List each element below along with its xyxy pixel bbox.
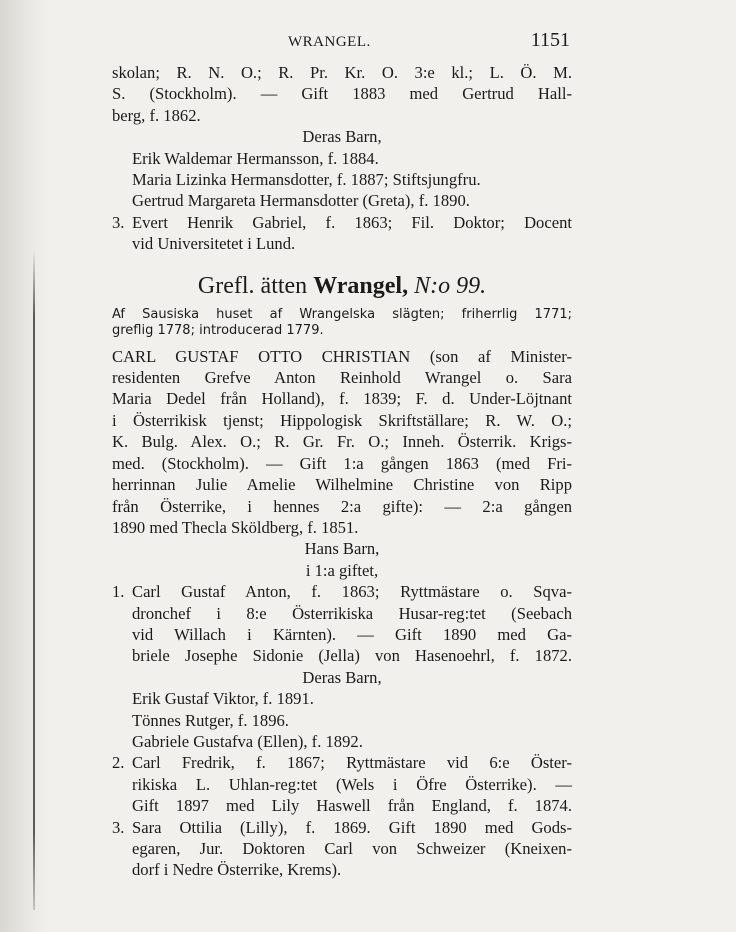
text-line: i 1:a giftet,: [305, 560, 379, 580]
text-line: briele Josephe Sidonie (Jella) von Hasenoehrl, f. 1872.: [132, 646, 572, 666]
text-line: Hans Barn,: [304, 539, 380, 559]
text-line: med. (Stockholm). — Gift 1:a gången 1863 (med Fri-: [112, 453, 572, 473]
text-line: Gertrud Margareta Hermansdotter (Greta), f. 1890.: [132, 191, 470, 211]
text-line: skolan; R. N. O.; R. Pr. Kr. O. 3:e kl.; L. Ö. M.: [112, 63, 572, 82]
entry-number: 2.: [112, 753, 125, 773]
text-line: dronchef i 8:e Österrikiska Husar-reg:tet (Seebach: [132, 603, 572, 623]
text-line: vid Universitetet i Lund.: [132, 234, 296, 254]
text-line: berg, f. 1862.: [112, 105, 201, 125]
text-line: från Österrike, i hennes 2:a gifte): — 2:a gången: [112, 496, 572, 516]
text-line: Deras Barn,: [302, 667, 382, 687]
text-line: [112, 212, 572, 233]
page-number: 1151: [530, 29, 570, 51]
entry-text: Carl Fredrik, f. 1867; Ryttmästare vid 6:e Öster-: [132, 753, 572, 773]
text-line: vid Willach i Kärnten). — Gift 1890 med Ga-: [132, 624, 572, 644]
entry-text: Sara Ottilia (Lilly), f. 1869. Gift 1890 med Gods-: [132, 817, 572, 837]
text-line: [112, 581, 572, 602]
text-line: Deras Barn,: [302, 127, 382, 147]
document-page: [112, 30, 572, 881]
text-line: CARL GUSTAF OTTO CHRISTIAN (son af Minister-: [112, 346, 572, 366]
entry-text: Evert Henrik Gabriel, f. 1863; Fil. Doktor; Docent: [132, 212, 572, 232]
entry-number: 3.: [112, 817, 125, 837]
running-header: [112, 30, 572, 62]
text-line: [112, 817, 572, 838]
gutter-shadow-line: [33, 250, 35, 910]
title-number: N:o 99.: [414, 272, 487, 299]
text-line: 1890 med Thecla Sköldberg, f. 1851.: [112, 517, 359, 537]
text-line: Tönnes Rutger, f. 1896.: [132, 710, 289, 730]
text-line: K. Bulg. Alex. O.; R. Gr. Fr. O.; Inneh. Österrik. Krigs-: [112, 432, 572, 452]
entry-number: 3.: [112, 212, 125, 232]
entry-text: Carl Gustaf Anton, f. 1863; Ryttmästare o. Sqva-: [132, 582, 572, 602]
text-line: Gabriele Gustafva (Ellen), f. 1892.: [132, 731, 363, 751]
text-line: Erik Gustaf Viktor, f. 1891.: [132, 689, 314, 709]
text-line: Gift 1897 med Lily Haswell från England, f. 1874.: [132, 796, 572, 816]
section-intro: greflig 1778; introducerad 1779.: [112, 323, 324, 339]
text-line: residenten Grefve Anton Reinhold Wrangel o. Sara: [112, 368, 572, 388]
header-title: WRANGEL.: [288, 34, 371, 50]
text-line: dorf i Nedre Österrike, Krems).: [132, 860, 342, 880]
text-line: Maria Dedel från Holland), f. 1839; F. d. Under-Löjtnant: [112, 389, 572, 409]
text-line: egaren, Jur. Doktoren Carl von Schweizer (Kneixen-: [132, 839, 572, 858]
text-line: herrinnan Julie Amelie Wilhelmine Christine von Ripp: [112, 475, 572, 495]
entry-number: 1.: [112, 582, 125, 602]
text-line: i Österrikisk tjenst; Hippologisk Skriftställare; R. W. O.;: [112, 410, 572, 430]
title-prefix: Grefl. ätten: [197, 272, 308, 299]
section-title: [112, 271, 572, 301]
section-intro: Af Sausiska huset af Wrangelska slägten; friherrlig 1771;: [112, 306, 572, 322]
text-line: rikiska L. Uhlan-reg:tet (Wels i Öfre Österrike). —: [132, 774, 572, 794]
text-line: [112, 752, 572, 773]
title-family-name: Wrangel,: [313, 272, 409, 299]
text-line: Erik Waldemar Hermansson, f. 1884.: [132, 148, 379, 168]
book-gutter: [0, 0, 50, 932]
text-line: Maria Lizinka Hermansdotter, f. 1887; Stiftsjungfru.: [132, 170, 481, 190]
text-line: S. (Stockholm). — Gift 1883 med Gertrud Hall-: [112, 84, 572, 104]
